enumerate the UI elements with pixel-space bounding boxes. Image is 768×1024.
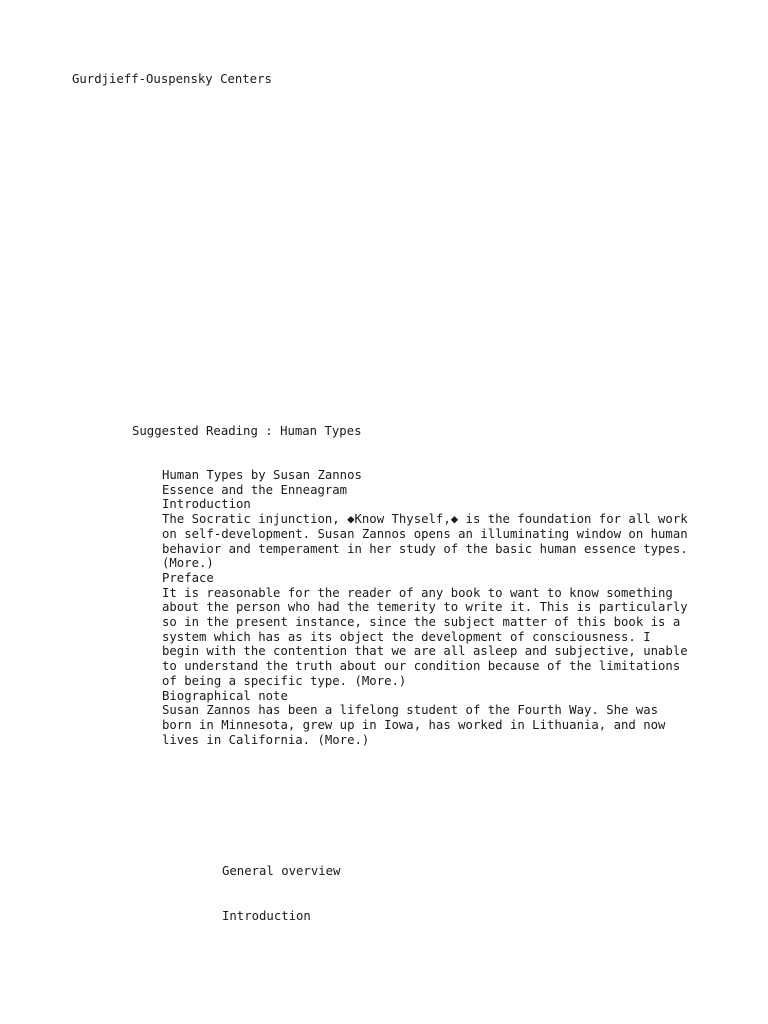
entry-body: Susan Zannos has been a lifelong student of the Fourth Way. She was born in Minnesota, grew up in Iowa, has worked in Lithuania, and now lives in California. <box>162 703 666 747</box>
book-summary <box>162 468 692 747</box>
more-link-preface[interactable]: (More.) <box>354 673 407 688</box>
entry-heading-introduction: Introduction <box>162 497 251 512</box>
book-title: Human Types by Susan Zannos <box>162 468 362 482</box>
entry-body: The Socratic injunction, ◆Know Thyself,◆ is the foundation for all work on self-development. Susan Zannos opens an illuminating window on human behavior and temperament in her study of the basic human essence types. <box>162 512 688 556</box>
book-subtitle: Essence and the Enneagram <box>162 482 348 497</box>
entry-text-biographical-note <box>162 703 692 747</box>
entry-text-preface <box>162 586 692 689</box>
entry-heading-biographical-note: Biographical note <box>162 688 288 703</box>
site-title: Gurdjieff-Ouspensky Centers <box>72 72 272 86</box>
entry-text-introduction <box>162 512 692 571</box>
section-heading: Suggested Reading : Human Types <box>132 424 362 438</box>
more-link-biographical-note[interactable]: (More.) <box>317 732 370 747</box>
entry-heading-preface: Preface <box>162 570 214 585</box>
more-link-introduction[interactable]: (More.) <box>162 556 214 571</box>
entry-body: It is reasonable for the reader of any book to want to know something about the person who had the temerity to write it. This is particularly so in the present instance, since the subject matter of this book is a system which has as its object the development of consciousness. I begin with the contention that we are all asleep and subjective, unable to understand the truth about our condition because of the limitations of being a specific type. <box>162 585 688 688</box>
nav-link-general-overview[interactable]: General overview <box>222 864 341 878</box>
nav-link-introduction[interactable]: Introduction <box>222 909 311 923</box>
